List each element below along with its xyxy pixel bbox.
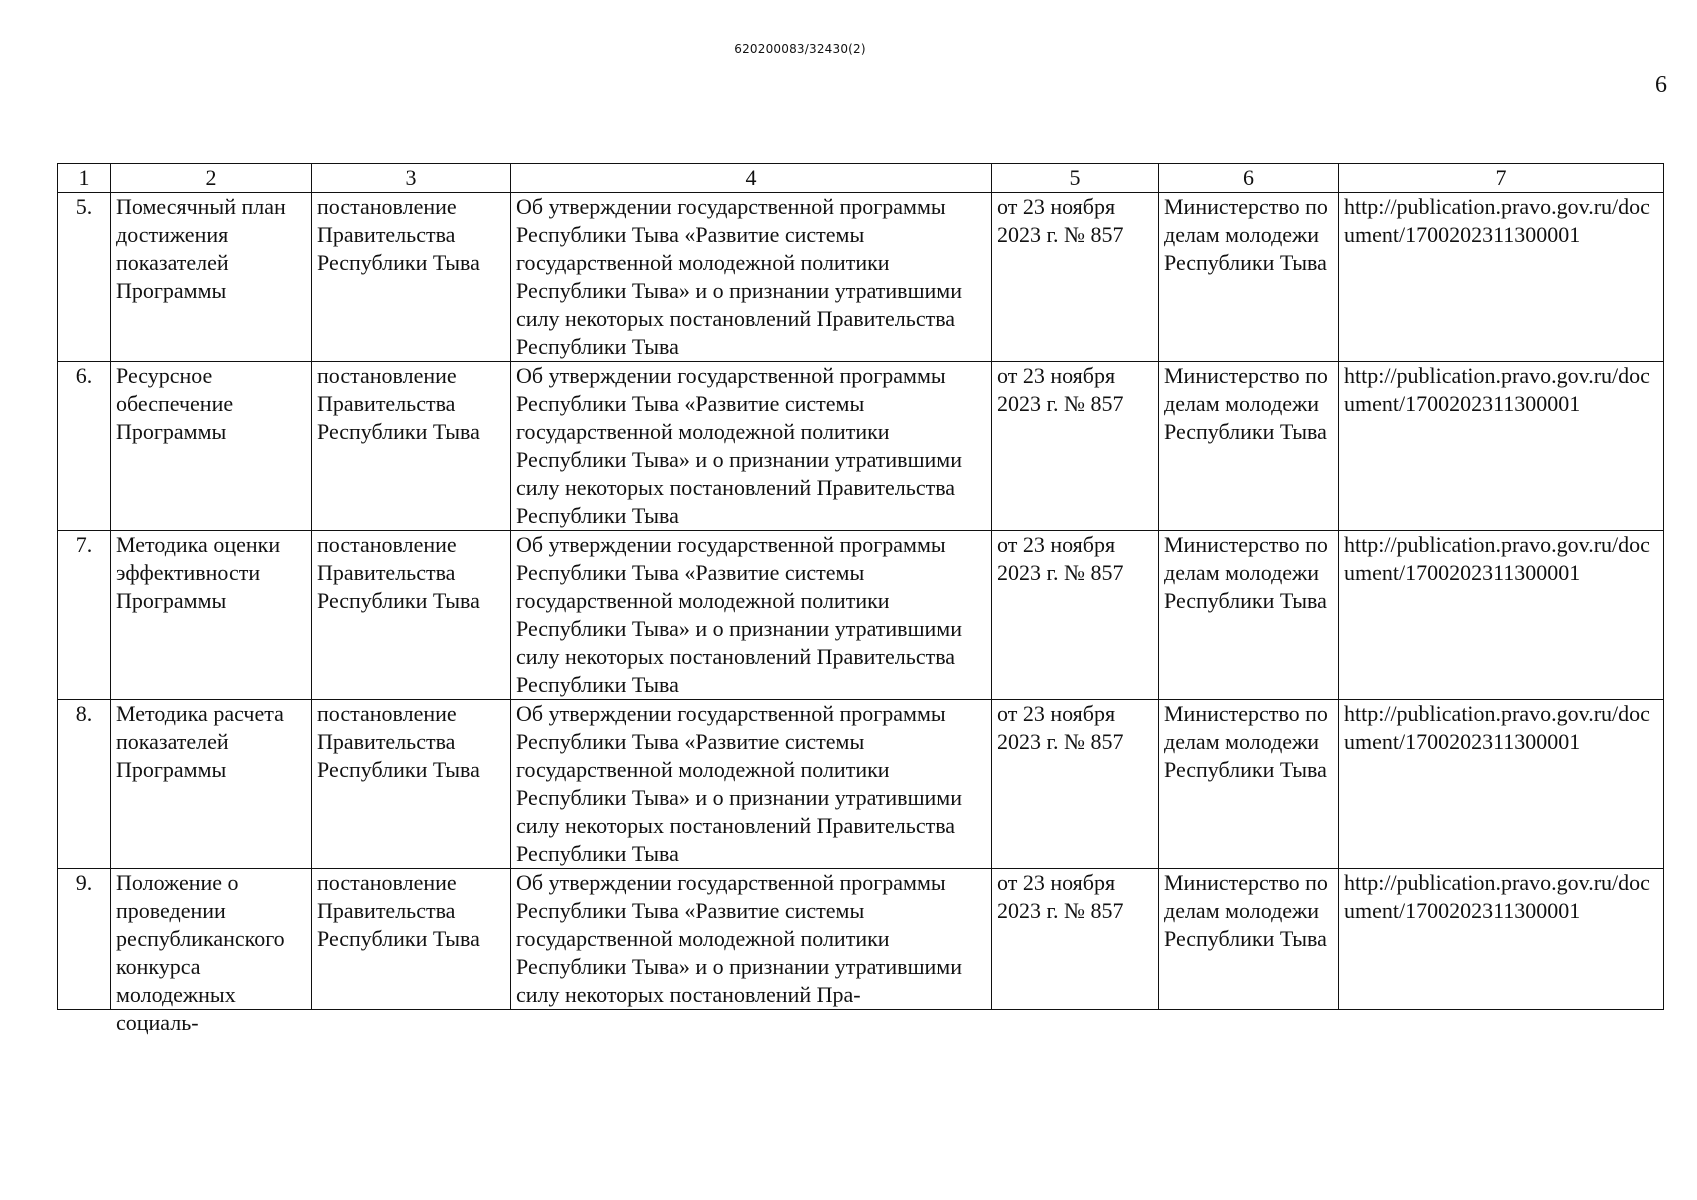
page-number: 6 bbox=[1655, 72, 1667, 98]
responsible-authority: Министерство по делам молодежи Республики Тыва bbox=[1159, 869, 1339, 1010]
document-type: постановление Правительства Республики Тыва bbox=[312, 869, 511, 1010]
row-number: 5. bbox=[58, 193, 111, 362]
table-row bbox=[58, 193, 1664, 362]
document-name: Помесячный план достижения показателей Программы bbox=[111, 193, 312, 362]
column-header: 6 bbox=[1159, 164, 1339, 193]
document-name: Методика оценки эффективности Программы bbox=[111, 531, 312, 700]
document-name: Ресурсное обеспечение Программы bbox=[111, 362, 312, 531]
document-title: Об утверждении государственной программы Республики Тыва «Развитие системы государственной молодежной политики Республики Тыва» и о признании утратившими силу некоторых постановлений Правительства Республики Тыва bbox=[511, 362, 992, 531]
responsible-authority: Министерство по делам молодежи Республики Тыва bbox=[1159, 362, 1339, 531]
responsible-authority: Министерство по делам молодежи Республики Тыва bbox=[1159, 531, 1339, 700]
publication-link: http://publication.pravo.gov.ru/document/1700202311300001 bbox=[1339, 531, 1664, 700]
column-header: 7 bbox=[1339, 164, 1664, 193]
row-number: 9. bbox=[58, 869, 111, 1010]
document-name: Методика расчета показателей Программы bbox=[111, 700, 312, 869]
table-row bbox=[58, 531, 1664, 700]
publication-link: http://publication.pravo.gov.ru/document/1700202311300001 bbox=[1339, 700, 1664, 869]
column-header: 1 bbox=[58, 164, 111, 193]
document-type: постановление Правительства Республики Тыва bbox=[312, 193, 511, 362]
row-number: 6. bbox=[58, 362, 111, 531]
document-type: постановление Правительства Республики Тыва bbox=[312, 362, 511, 531]
responsible-authority: Министерство по делам молодежи Республики Тыва bbox=[1159, 193, 1339, 362]
publication-link: http://publication.pravo.gov.ru/document/1700202311300001 bbox=[1339, 193, 1664, 362]
document-date: от 23 ноября 2023 г. № 857 bbox=[992, 193, 1159, 362]
document-date: от 23 ноября 2023 г. № 857 bbox=[992, 869, 1159, 1010]
responsible-authority: Министерство по делам молодежи Республики Тыва bbox=[1159, 700, 1339, 869]
column-header: 4 bbox=[511, 164, 992, 193]
document-date: от 23 ноября 2023 г. № 857 bbox=[992, 531, 1159, 700]
document-date: от 23 ноября 2023 г. № 857 bbox=[992, 362, 1159, 531]
document-title-text: Об утверждении государственной программы Республики Тыва «Развитие системы государственной молодежной политики Республики Тыва» и о признании утратившими силу некоторых постановлений Пра- bbox=[516, 870, 962, 1007]
column-header: 5 bbox=[992, 164, 1159, 193]
table-row bbox=[58, 869, 1664, 1010]
document-name bbox=[111, 869, 312, 1035]
row-number: 8. bbox=[58, 700, 111, 869]
document-title: Об утверждении государственной программы Республики Тыва «Развитие системы государственной молодежной политики Республики Тыва» и о признании утратившими силу некоторых постановлений Правительства Республики Тыва bbox=[511, 531, 992, 700]
publication-link: http://publication.pravo.gov.ru/document/1700202311300001 bbox=[1339, 869, 1664, 1010]
document-id: 620200083/32430(2) bbox=[734, 42, 866, 56]
column-header: 3 bbox=[312, 164, 511, 193]
document-name-text: Положение о проведении республиканского конкурса молодежных социаль- bbox=[116, 870, 285, 1035]
table-row bbox=[58, 362, 1664, 531]
document-title bbox=[511, 869, 992, 1010]
registry-table bbox=[57, 163, 1664, 1035]
header-row bbox=[58, 164, 1664, 193]
row-number: 7. bbox=[58, 531, 111, 700]
table-row bbox=[58, 700, 1664, 869]
document-type: постановление Правительства Республики Тыва bbox=[312, 700, 511, 869]
publication-link: http://publication.pravo.gov.ru/document/1700202311300001 bbox=[1339, 362, 1664, 531]
document-type: постановление Правительства Республики Тыва bbox=[312, 531, 511, 700]
document-title: Об утверждении государственной программы Республики Тыва «Развитие системы государственной молодежной политики Республики Тыва» и о признании утратившими силу некоторых постановлений Правительства Республики Тыва bbox=[511, 193, 992, 362]
document-date: от 23 ноября 2023 г. № 857 bbox=[992, 700, 1159, 869]
column-header: 2 bbox=[111, 164, 312, 193]
document-title: Об утверждении государственной программы Республики Тыва «Развитие системы государственной молодежной политики Республики Тыва» и о признании утратившими силу некоторых постановлений Правительства Республики Тыва bbox=[511, 700, 992, 869]
